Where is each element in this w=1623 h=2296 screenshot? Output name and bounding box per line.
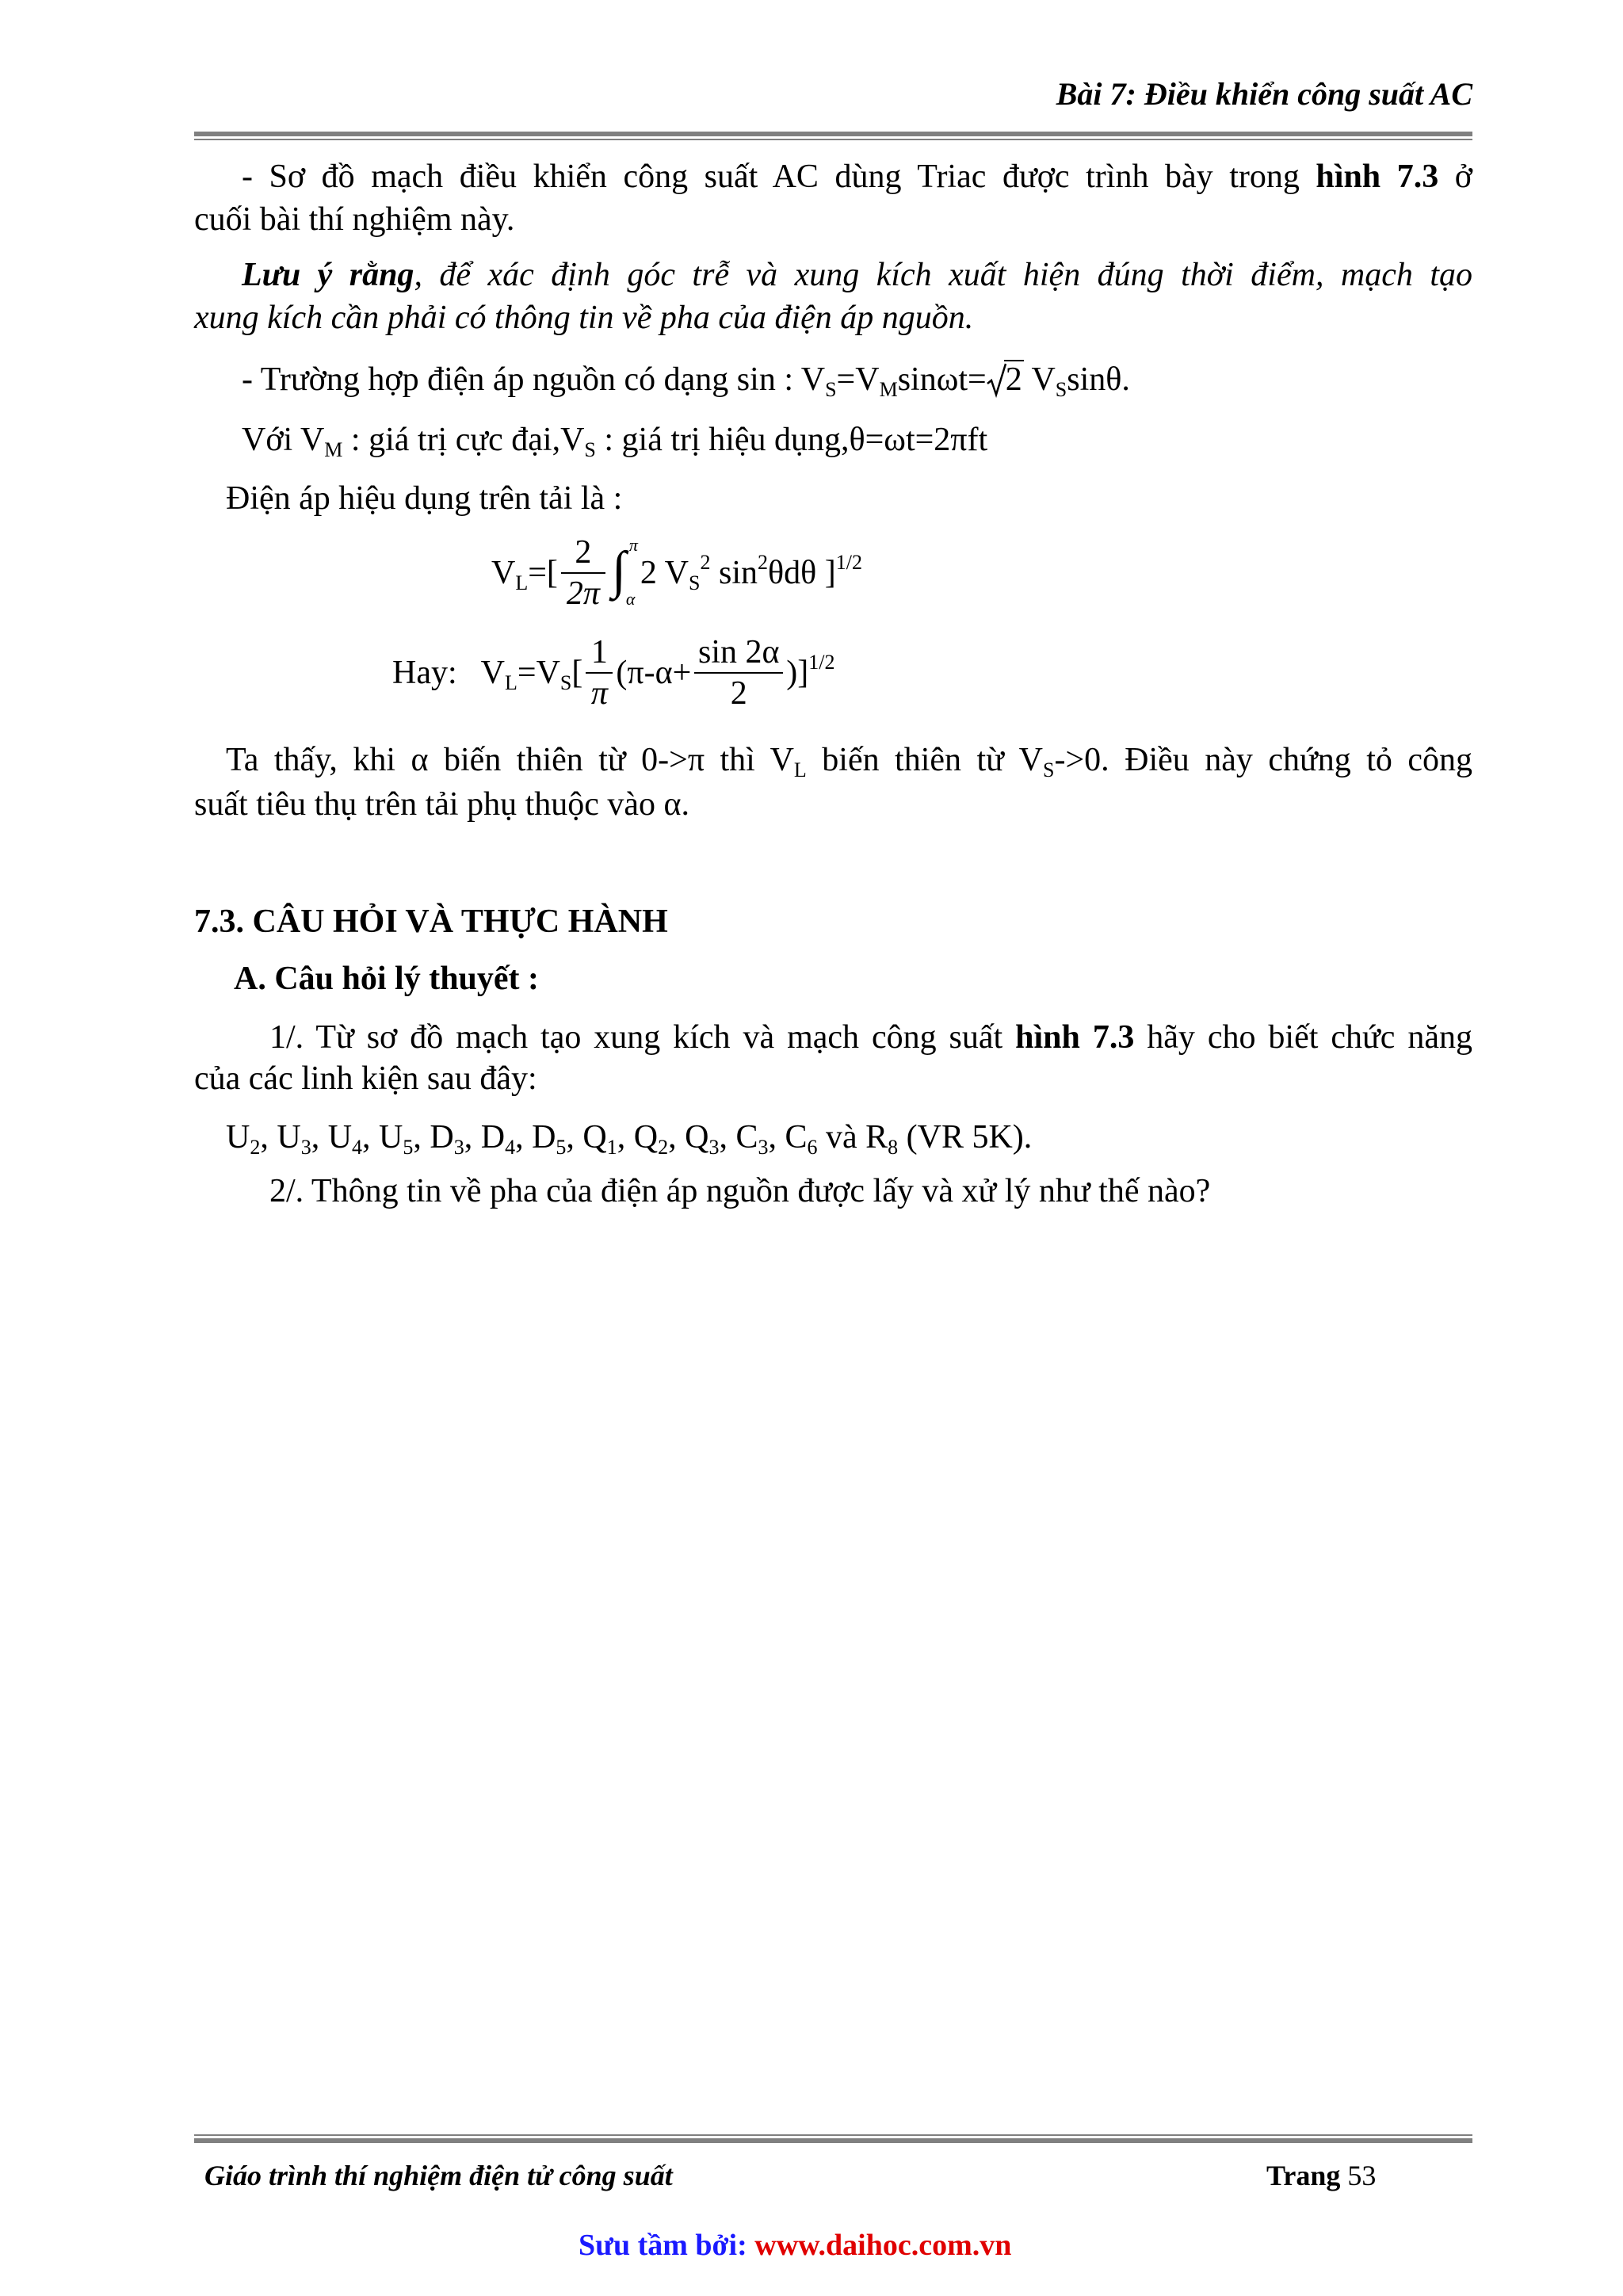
- sub-s: S: [825, 378, 837, 401]
- footer-page-number: 53: [1347, 2160, 1377, 2191]
- footer-credit: [579, 2224, 1011, 2267]
- sine-case-tail: sinθ.: [1067, 361, 1130, 398]
- component-q2: $Q_2$: [633, 1119, 669, 1159]
- sub-s-3: S: [584, 438, 596, 461]
- component-d4: $D_4$: [480, 1119, 516, 1159]
- header-rule-thick: [194, 132, 1472, 136]
- paragraph-circuit-intro: [242, 155, 1472, 198]
- component-q3: $Q_3$: [685, 1119, 720, 1159]
- formula-rms-closed-form: [392, 632, 834, 721]
- question-1-line2: của các linh kiện sau đây:: [194, 1060, 537, 1097]
- sub-m: M: [879, 378, 898, 401]
- formula2-lhs: $V_L=V_S$[: [480, 655, 583, 694]
- formula2-mid: (π-α+: [616, 655, 692, 691]
- sine-case-line: [242, 358, 1130, 401]
- component-u4: $U_4$: [327, 1119, 363, 1159]
- sub-heading-theory: A. Câu hỏi lý thuyết :: [234, 961, 540, 997]
- component-list: $U_2$, $U_3$, $U_4$, $U_5$, $D_3$, $D_4$, $D_5$, $Q_1$, $Q_2$, $Q_3$, $C_3$, $C_6$ và $R_8$ (VR 5K).: [226, 1119, 1033, 1159]
- footer-rule-thin: [194, 2134, 1472, 2136]
- footer-page: [1266, 2154, 1376, 2197]
- formula2-fraction-2: $\frac{\sin 2\alpha}{2}$: [694, 632, 783, 713]
- q1-figure-ref: hình 7.3: [1015, 1019, 1135, 1056]
- p1-prefix: - Sơ đồ mạch điều khiển công suất AC dùng Triac được trình bày trong: [242, 159, 1316, 195]
- components-inline: $U_2$, $U_3$, $U_4$, $U_5$, $D_3$, $D_4$, $D_5$, $Q_1$, $Q_2$, $Q_3$, $C_3$, $C_6$: [226, 1119, 818, 1159]
- sine-case-prefix: - Trường hợp điện áp nguồn có dạng sin : V: [242, 361, 826, 398]
- with-end: : giá trị hiệu dụng,θ=ωt=2πft: [595, 422, 988, 458]
- component-u5: $U_5$: [379, 1119, 414, 1159]
- header-rule-thin: [194, 139, 1472, 140]
- footer-page-label: Trang: [1266, 2160, 1341, 2191]
- component-d3: $D_3$: [430, 1119, 464, 1159]
- component-d5: $D_5$: [532, 1119, 567, 1159]
- sub-s-2: S: [1055, 378, 1067, 401]
- paragraph-circuit-intro-line2: cuối bài thí nghiệm này.: [194, 201, 515, 238]
- credit-site[interactable]: www.daihoc.com.vn: [754, 2229, 1012, 2262]
- formula1-lhs: $V_L=$[: [491, 555, 558, 594]
- header-lesson-title: Bài 7: Điều khiển công suất AC: [1056, 76, 1472, 112]
- component-c3: $C_3$: [735, 1119, 769, 1159]
- note-paragraph: [242, 254, 1472, 296]
- rms-intro: Điện áp hiệu dụng trên tải là :: [226, 480, 623, 517]
- footer-rule-thick: [194, 2138, 1472, 2143]
- sine-case-mid1: =V: [836, 361, 880, 398]
- conclusion-line2: suất tiêu thụ trên tải phụ thuộc vào α.: [194, 786, 690, 823]
- question-2: 2/. Thông tin về pha của điện áp nguồn được lấy và xử lý như thế nào?: [269, 1173, 1211, 1209]
- sqrt-value: 2: [1005, 361, 1022, 398]
- integral-sign: ∫ π α: [611, 535, 638, 609]
- sine-case-mid2: sinωt=: [897, 361, 987, 398]
- component-c6: $C_6$: [785, 1119, 818, 1159]
- credit-label: Sưu tầm bởi:: [579, 2229, 747, 2262]
- with-mid: : giá trị cực đại,V: [342, 422, 585, 458]
- formula2-fraction-1: $\frac{1}{\pi}$: [586, 632, 613, 713]
- section-heading: 7.3. CÂU HỎI VÀ THỰC HÀNH: [194, 904, 668, 940]
- component-u3: $U_3$: [277, 1119, 311, 1159]
- component-q1: $Q_1$: [582, 1119, 617, 1159]
- question-1: 1/. Từ sơ đồ mạch tạo xung kích và mạch công suất hình 7.3 hãy cho biết chức năng: [269, 1019, 1472, 1056]
- note-bold: Lưu ý rằng: [242, 257, 414, 293]
- hay-label: Hay:: [392, 655, 457, 691]
- p1-suffix: ở: [1438, 159, 1473, 195]
- note-paragraph-line2: xung kích cần phải có thông tin về pha của điện áp nguồn.: [194, 300, 974, 336]
- formula1-fraction: $\frac{2}{2\pi}$: [561, 533, 605, 613]
- with-prefix: Với V: [242, 422, 325, 458]
- sine-case-end: V: [1023, 361, 1056, 398]
- conclusion-paragraph: Ta thấy, khi α biến thiên từ 0->π thì $V_L$ biến thiên từ $V_S->0$. Điều này chứng tỏ công: [226, 742, 1473, 781]
- component-u2: $U_2$: [226, 1119, 261, 1159]
- footer-book-title: Giáo trình thí nghiệm điện tử công suất: [204, 2160, 673, 2191]
- note-rest: , để xác định góc trễ và xung kích xuất hiện đúng thời điểm, mạch tạo: [414, 257, 1472, 293]
- figure-ref: hình 7.3: [1316, 159, 1439, 195]
- formula2-close: )]$^{1/2}$: [786, 651, 835, 691]
- formula1-integrand: 2 $V_S^2$ $\sin^2\theta d\theta$ ]$^{1/2}$: [640, 551, 862, 594]
- formula-rms-integral: [491, 533, 862, 620]
- definitions-line: [242, 418, 987, 461]
- sub-m-2: M: [324, 438, 343, 461]
- sqrt-symbol: [987, 358, 1024, 401]
